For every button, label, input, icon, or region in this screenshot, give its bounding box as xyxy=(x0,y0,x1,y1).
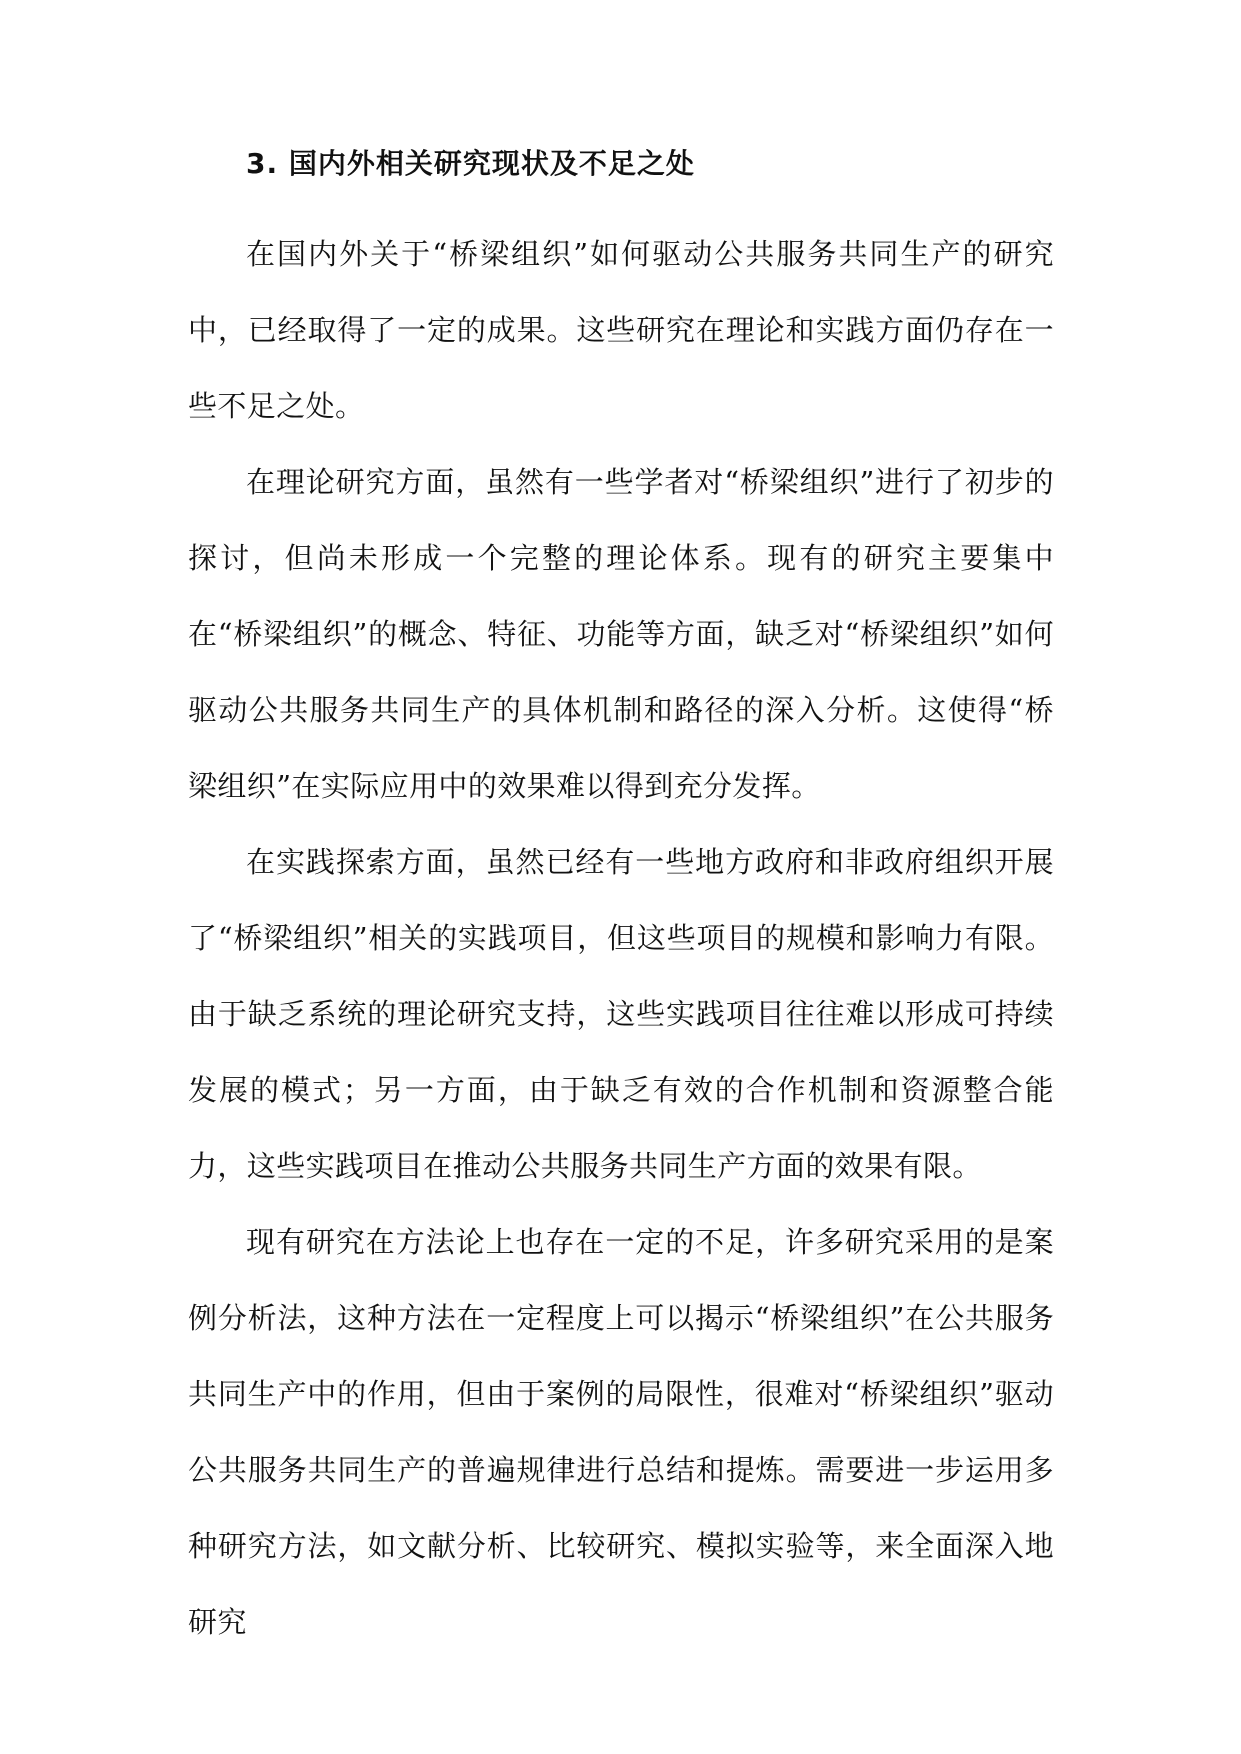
paragraph-intro: 在国内外关于“桥梁组织”如何驱动公共服务共同生产的研究中，已经取得了一定的成果。这些研究在理论和实践方面仍存在一些不足之处。 xyxy=(188,237,1054,423)
paragraph-methodology: 现有研究在方法论上也存在一定的不足，许多研究采用的是案例分析法，这种方法在一定程度上可以揭示“桥梁组织”在公共服务共同生产中的作用，但由于案例的局限性，很难对“桥梁组织”驱动公共服务共同生产的普遍规律进行总结和提炼。需要进一步运用多种研究方法，如文献分析、比较研究、模拟实验等，来全面深入地研究 xyxy=(188,1225,1054,1639)
page-content xyxy=(188,148,1054,1660)
paragraph-theory: 在理论研究方面，虽然有一些学者对“桥梁组织”进行了初步的探讨，但尚未形成一个完整的理论体系。现有的研究主要集中在“桥梁组织”的概念、特征、功能等方面，缺乏对“桥梁组织”如何驱动公共服务共同生产的具体机制和路径的深入分析。这使得“桥梁组织”在实际应用中的效果难以得到充分发挥。 xyxy=(188,465,1054,803)
paragraph-practice: 在实践探索方面，虽然已经有一些地方政府和非政府组织开展了“桥梁组织”相关的实践项目，但这些项目的规模和影响力有限。由于缺乏系统的理论研究支持，这些实践项目往往难以形成可持续发展的模式；另一方面，由于缺乏有效的合作机制和资源整合能力，这些实践项目在推动公共服务共同生产方面的效果有限。 xyxy=(188,845,1054,1183)
section-heading: 3. 国内外相关研究现状及不足之处 xyxy=(246,147,695,180)
